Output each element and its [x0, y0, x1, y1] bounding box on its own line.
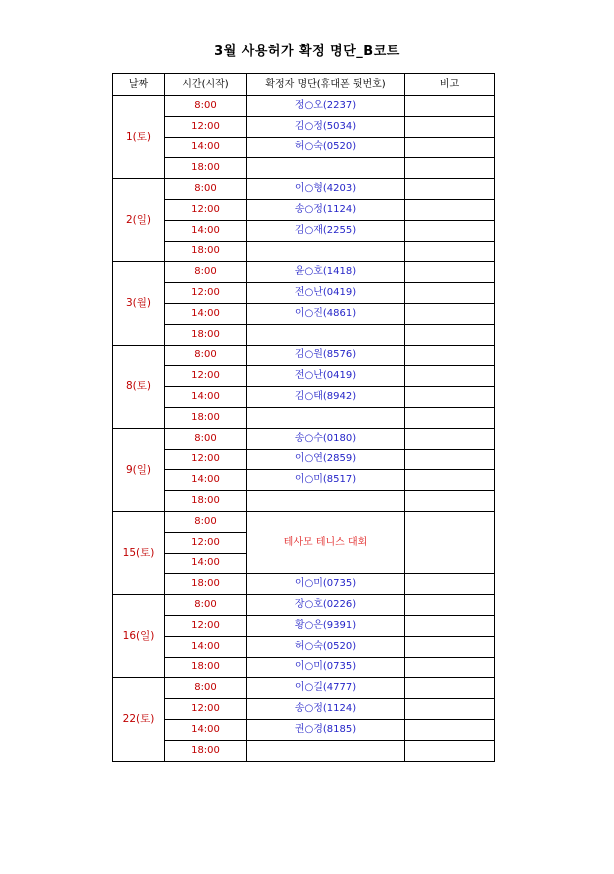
time-cell: 18:00 [165, 657, 247, 678]
time-cell: 8:00 [165, 179, 247, 200]
name-cell [247, 491, 405, 512]
note-cell [405, 511, 495, 573]
name-cell: 김○재(2255) [247, 220, 405, 241]
time-cell: 18:00 [165, 407, 247, 428]
table-row [113, 511, 495, 532]
note-cell [405, 699, 495, 720]
time-cell: 8:00 [165, 345, 247, 366]
schedule-body [113, 96, 495, 762]
name-cell: 황○은(9391) [247, 615, 405, 636]
name-cell: 윤○호(1418) [247, 262, 405, 283]
note-cell [405, 615, 495, 636]
table-row [113, 137, 495, 158]
note-cell [405, 366, 495, 387]
header-note: 비고 [405, 74, 495, 96]
note-cell [405, 303, 495, 324]
name-cell: 이○길(4777) [247, 678, 405, 699]
note-cell [405, 449, 495, 470]
date-cell: 15(토) [113, 511, 165, 594]
note-cell [405, 574, 495, 595]
date-cell: 8(토) [113, 345, 165, 428]
note-cell [405, 407, 495, 428]
table-row [113, 96, 495, 117]
header-row [113, 74, 495, 96]
table-row [113, 199, 495, 220]
time-cell: 14:00 [165, 137, 247, 158]
name-cell: 전○난(0419) [247, 283, 405, 304]
time-cell: 12:00 [165, 366, 247, 387]
note-cell [405, 595, 495, 616]
table-row [113, 428, 495, 449]
name-cell: 장○호(0226) [247, 595, 405, 616]
header-date: 날짜 [113, 74, 165, 96]
table-row [113, 678, 495, 699]
note-cell [405, 470, 495, 491]
table-row [113, 241, 495, 262]
name-cell: 허○숙(0520) [247, 137, 405, 158]
time-cell: 8:00 [165, 262, 247, 283]
time-cell: 12:00 [165, 449, 247, 470]
table-row [113, 179, 495, 200]
header-name: 확정자 명단(휴대폰 뒷번호) [247, 74, 405, 96]
name-cell: 권○경(8185) [247, 719, 405, 740]
time-cell: 12:00 [165, 199, 247, 220]
time-cell: 18:00 [165, 491, 247, 512]
table-row [113, 574, 495, 595]
name-cell [247, 158, 405, 179]
table-row [113, 324, 495, 345]
time-cell: 14:00 [165, 220, 247, 241]
table-row [113, 491, 495, 512]
name-cell [247, 324, 405, 345]
time-cell: 8:00 [165, 428, 247, 449]
note-cell [405, 719, 495, 740]
table-row [113, 699, 495, 720]
table-row [113, 116, 495, 137]
date-cell: 9(일) [113, 428, 165, 511]
time-cell: 18:00 [165, 574, 247, 595]
table-row [113, 449, 495, 470]
table-row [113, 615, 495, 636]
time-cell: 14:00 [165, 719, 247, 740]
name-cell: 이○형(4203) [247, 179, 405, 200]
note-cell [405, 179, 495, 200]
note-cell [405, 283, 495, 304]
time-cell: 14:00 [165, 470, 247, 491]
note-cell [405, 241, 495, 262]
time-cell: 18:00 [165, 158, 247, 179]
time-cell: 12:00 [165, 116, 247, 137]
note-cell [405, 262, 495, 283]
time-cell: 8:00 [165, 595, 247, 616]
page-title: 3월 사용허가 확정 명단_B코트 [214, 44, 400, 59]
name-cell: 전○난(0419) [247, 366, 405, 387]
note-cell [405, 158, 495, 179]
note-cell [405, 137, 495, 158]
note-cell [405, 636, 495, 657]
time-cell: 12:00 [165, 283, 247, 304]
time-cell: 14:00 [165, 303, 247, 324]
name-cell: 이○진(4861) [247, 303, 405, 324]
time-cell: 12:00 [165, 699, 247, 720]
time-cell: 12:00 [165, 615, 247, 636]
note-cell [405, 220, 495, 241]
name-cell: 이○미(0735) [247, 657, 405, 678]
note-cell [405, 324, 495, 345]
time-cell: 8:00 [165, 96, 247, 117]
name-cell: 이○연(2859) [247, 449, 405, 470]
time-cell: 18:00 [165, 324, 247, 345]
name-cell: 송○수(0180) [247, 428, 405, 449]
date-cell: 1(토) [113, 96, 165, 179]
time-cell: 8:00 [165, 678, 247, 699]
note-cell [405, 387, 495, 408]
date-cell: 16(일) [113, 595, 165, 678]
date-cell: 2(일) [113, 179, 165, 262]
table-row [113, 220, 495, 241]
name-cell: 김○원(8576) [247, 345, 405, 366]
time-cell: 12:00 [165, 532, 247, 553]
table-row [113, 283, 495, 304]
name-cell [247, 241, 405, 262]
table-row [113, 740, 495, 761]
table-row [113, 387, 495, 408]
name-cell: 김○태(8942) [247, 387, 405, 408]
name-cell [247, 740, 405, 761]
name-cell: 정○오(2237) [247, 96, 405, 117]
note-cell [405, 96, 495, 117]
schedule-table [112, 73, 495, 762]
event-cell: 테사모 테니스 대회 [247, 511, 405, 573]
note-cell [405, 678, 495, 699]
time-cell: 14:00 [165, 553, 247, 574]
name-cell: 김○정(5034) [247, 116, 405, 137]
table-row [113, 158, 495, 179]
date-cell: 22(토) [113, 678, 165, 761]
name-cell: 송○정(1124) [247, 199, 405, 220]
table-row [113, 719, 495, 740]
note-cell [405, 657, 495, 678]
time-cell: 14:00 [165, 636, 247, 657]
time-cell: 8:00 [165, 511, 247, 532]
name-cell: 이○미(8517) [247, 470, 405, 491]
note-cell [405, 345, 495, 366]
name-cell: 허○숙(0520) [247, 636, 405, 657]
table-row [113, 657, 495, 678]
note-cell [405, 199, 495, 220]
note-cell [405, 740, 495, 761]
note-cell [405, 116, 495, 137]
name-cell: 송○정(1124) [247, 699, 405, 720]
time-cell: 18:00 [165, 740, 247, 761]
name-cell: 이○미(0735) [247, 574, 405, 595]
name-cell [247, 407, 405, 428]
table-row [113, 407, 495, 428]
table-row [113, 366, 495, 387]
table-row [113, 636, 495, 657]
note-cell [405, 428, 495, 449]
table-row [113, 303, 495, 324]
table-row [113, 595, 495, 616]
table-row [113, 345, 495, 366]
table-row [113, 470, 495, 491]
note-cell [405, 491, 495, 512]
header-time: 시간(시작) [165, 74, 247, 96]
table-row [113, 262, 495, 283]
time-cell: 18:00 [165, 241, 247, 262]
time-cell: 14:00 [165, 387, 247, 408]
date-cell: 3(월) [113, 262, 165, 345]
